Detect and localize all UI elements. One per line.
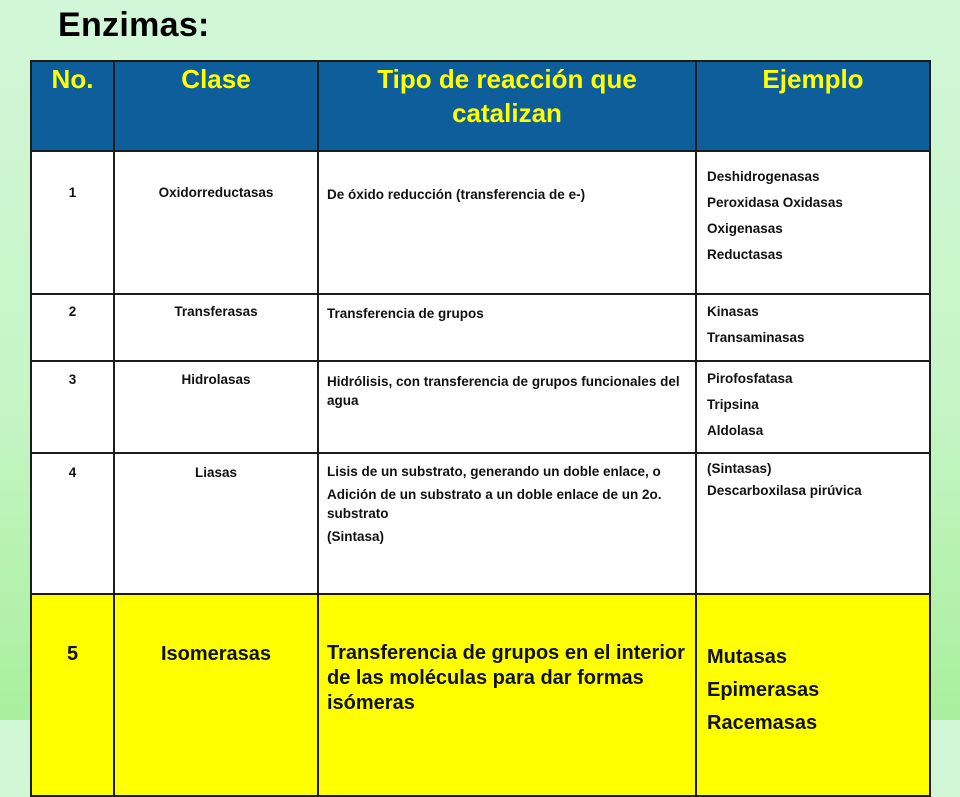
- cell-reaccion: [318, 453, 696, 594]
- cell-clase: Oxidorreductasas: [114, 151, 318, 294]
- ejemplo-item: Mutasas: [707, 646, 788, 668]
- cell-ejemplos: [696, 294, 930, 361]
- header-no-label: No.: [51, 64, 94, 94]
- header-clase-label: Clase: [181, 64, 251, 94]
- reaccion-text: Adición de un substrato a un doble enlace de un 2o. substrato: [327, 487, 662, 521]
- cell-ejemplos: [696, 361, 930, 453]
- table-row-highlighted: [31, 594, 930, 796]
- ejemplo-item: Descarboxilasa pirúvica: [707, 483, 862, 498]
- cell-reaccion: [318, 361, 696, 453]
- reaccion-text: Hidrólisis, con transferencia de grupos funcionales del agua: [327, 374, 680, 408]
- ejemplo-item: Reductasas: [707, 247, 783, 262]
- reaccion-text: Lisis de un substrato, generando un doble enlace, o: [327, 464, 661, 479]
- reaccion-text: Transferencia de grupos: [327, 306, 484, 321]
- ejemplo-item: Pirofosfatasa: [707, 371, 793, 386]
- ejemplo-item: Epimerasas: [707, 679, 820, 701]
- cell-reaccion: [318, 294, 696, 361]
- cell-number: 2: [31, 294, 114, 361]
- cell-ejemplos: [696, 453, 930, 594]
- reaccion-text: Transferencia de grupos en el interior de las moléculas para dar formas isómeras: [327, 642, 685, 714]
- header-clase: [114, 61, 318, 151]
- table-row: [31, 151, 930, 294]
- cell-ejemplos: [696, 594, 930, 796]
- cell-ejemplos: [696, 151, 930, 294]
- table-row: [31, 361, 930, 453]
- cell-number: 1: [31, 151, 114, 294]
- header-tipo-reaccion: [318, 61, 696, 151]
- cell-number: 5: [31, 594, 114, 796]
- ejemplo-item: (Sintasas): [707, 461, 772, 476]
- ejemplo-item: Tripsina: [707, 397, 759, 412]
- ejemplo-item: Peroxidasa Oxidasas: [707, 195, 843, 210]
- ejemplo-item: Oxigenasas: [707, 221, 783, 236]
- header-ejemplo: [696, 61, 930, 151]
- cell-number: 4: [31, 453, 114, 594]
- table-row: [31, 294, 930, 361]
- cell-clase: Isomerasas: [114, 594, 318, 796]
- table-header-row: [31, 61, 930, 151]
- cell-clase: Liasas: [114, 453, 318, 594]
- header-no: [31, 61, 114, 151]
- ejemplo-item: Kinasas: [707, 304, 759, 319]
- ejemplo-item: Deshidrogenasas: [707, 169, 820, 184]
- header-ejemplo-label: Ejemplo: [762, 64, 864, 94]
- cell-reaccion: [318, 594, 696, 796]
- header-tipo-reaccion-label: Tipo de reacción que catalizan: [377, 64, 637, 128]
- cell-reaccion: [318, 151, 696, 294]
- ejemplo-item: Racemasas: [707, 712, 818, 734]
- table-row: [31, 453, 930, 594]
- ejemplo-item: Transaminasas: [707, 330, 805, 345]
- ejemplo-item: Aldolasa: [707, 423, 764, 438]
- cell-clase: Hidrolasas: [114, 361, 318, 453]
- slide-title: Enzimas:: [58, 6, 210, 44]
- reaccion-text: De óxido reducción (transferencia de e-): [327, 187, 586, 202]
- reaccion-text: (Sintasa): [327, 529, 385, 544]
- cell-number: 3: [31, 361, 114, 453]
- cell-clase: Transferasas: [114, 294, 318, 361]
- enzyme-table: [30, 60, 931, 797]
